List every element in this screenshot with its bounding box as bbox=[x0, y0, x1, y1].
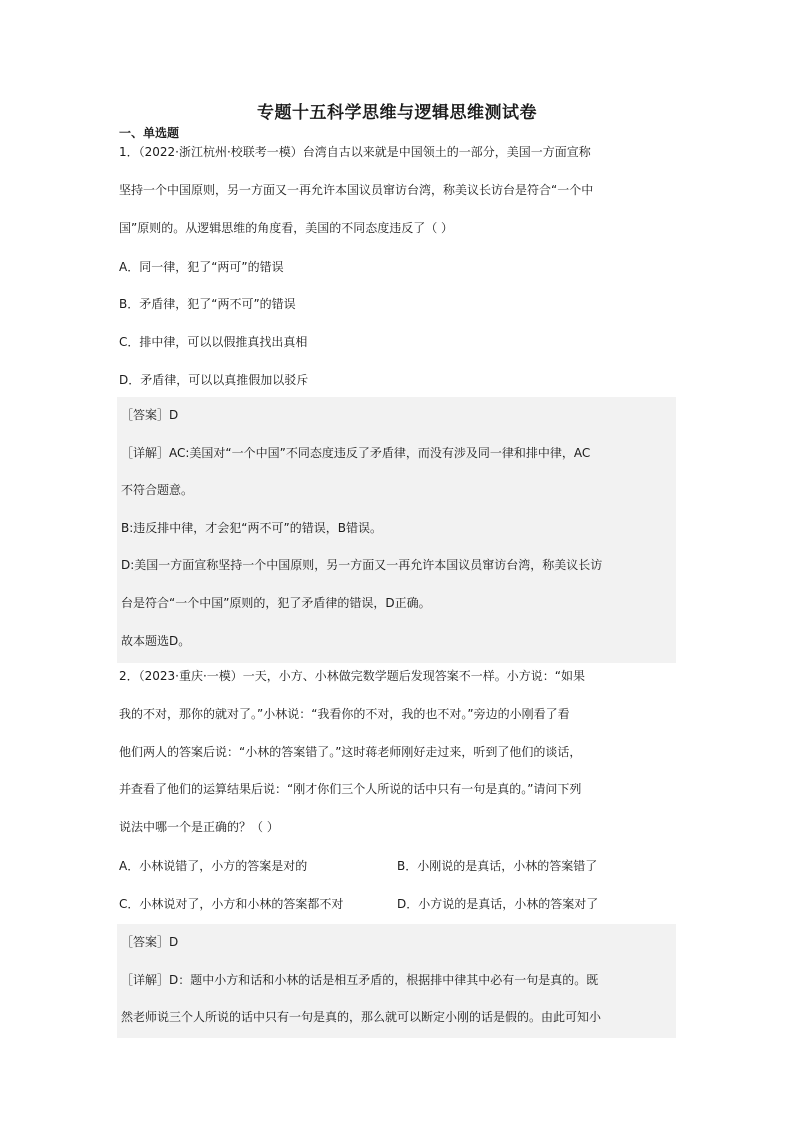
question-line: 他们两人的答案后说：“小林的答案错了。”这时蒋老师刚好走过来，听到了他们的谈话， bbox=[119, 744, 582, 759]
question-2-option-a: A．小林说错了，小方的答案是对的 bbox=[119, 859, 308, 873]
question-2-options-row-1 bbox=[119, 857, 598, 874]
question-1-answer-block bbox=[117, 397, 676, 663]
explanation-line: B:违反排中律，才会犯“两不可”的错误，B错误。 bbox=[121, 520, 382, 535]
explanation-line: ［详解］D：题中小方和话和小林的话是相互矛盾的，根据排中律其中必有一句是真的。既 bbox=[121, 972, 599, 987]
explanation-line: 故本题选D。 bbox=[121, 633, 191, 648]
question-1-option-a: A．同一律，犯了“两可”的错误 bbox=[119, 260, 284, 274]
answer-line: ［答案］D bbox=[121, 935, 179, 949]
question-line: 2．（2023·重庆·一模）一天，小方、小林做完数学题后发现答案不一样。小方说：“如果 bbox=[119, 669, 586, 683]
question-2-option-d: D．小方说的是真话，小林的答案对了 bbox=[397, 897, 599, 911]
question-2-stem bbox=[119, 658, 675, 847]
question-line: 国”原则的。从逻辑思维的角度看，美国的不同态度违反了（ ） bbox=[119, 220, 454, 235]
question-1-option-b: B．矛盾律，犯了“两不可”的错误 bbox=[119, 297, 296, 311]
section-heading: 一、单选题 bbox=[119, 126, 180, 140]
question-1-option-d: D．矛盾律，可以以真推假加以驳斥 bbox=[119, 373, 309, 387]
question-2-answer-block bbox=[117, 924, 676, 1038]
question-line: 我的不对，那你的就对了。”小林说：“我看你的不对，我的也不对。”旁边的小刚看了看 bbox=[119, 706, 570, 721]
question-line: 坚持一个中国原则，另一方面又一再允许本国议员窜访台湾，称美议长访台是符合“一个中 bbox=[119, 182, 594, 197]
explanation-line: 不符合题意。 bbox=[121, 483, 194, 498]
question-line: 并查看了他们的运算结果后说：“刚才你们三个人所说的话中只有一句是真的。”请问下列 bbox=[119, 782, 582, 797]
page-title: 专题十五科学思维与逻辑思维测试卷 bbox=[257, 103, 537, 123]
question-1-option-c: C．排中律，可以以假推真找出真相 bbox=[119, 335, 308, 349]
explanation-line: D:美国一方面宣称坚持一个中国原则，另一方面又一再允许本国议员窜访台湾，称美议长访 bbox=[121, 558, 603, 573]
question-line: 说法中哪一个是正确的？（ ） bbox=[119, 820, 279, 835]
answer-line: ［答案］D bbox=[121, 408, 179, 422]
question-2-option-b: B．小刚说的是真话，小林的答案错了 bbox=[397, 859, 598, 873]
explanation-line: 台是符合“一个中国”原则的，犯了矛盾律的错误，D正确。 bbox=[121, 595, 431, 610]
explanation-line: ［详解］AC:美国对“一个中国”不同态度违反了矛盾律，而没有涉及同一律和排中律，AC bbox=[121, 445, 591, 460]
question-1-stem bbox=[119, 134, 675, 247]
question-2-option-c: C．小林说对了，小方和小林的答案都不对 bbox=[119, 897, 344, 911]
question-line: 1．（2022·浙江杭州·校联考一模）台湾自古以来就是中国领土的一部分，美国一方面宣称 bbox=[119, 145, 591, 159]
explanation-line: 然老师说三个人所说的话中只有一句是真的，那么就可以断定小刚的话是假的。由此可知小 bbox=[121, 1010, 602, 1025]
question-2-options-row-2 bbox=[119, 895, 599, 912]
